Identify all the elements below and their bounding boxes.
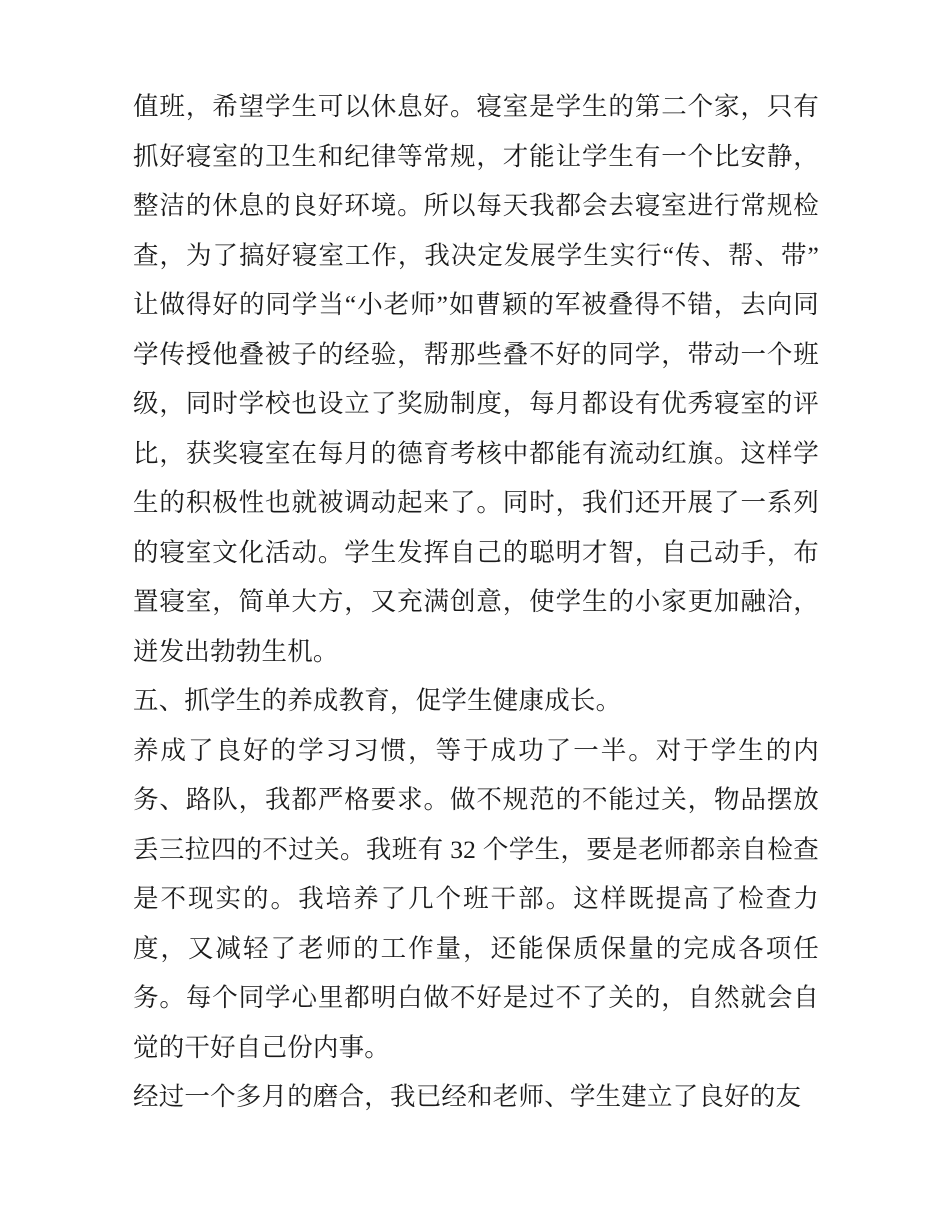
document-text-body: [133, 82, 819, 1122]
paragraph-1: 值班，希望学生可以休息好。寝室是学生的第二个家，只有抓好寝室的卫生和纪律等常规，才能让学生有一个比安静，整洁的休息的良好环境。所以每天我都会去寝室进行常规检查，为了搞好寝室工作，我决定发展学生实行“传、帮、带”让做得好的同学当“小老师”如曹颖的军被叠得不错，去向同学传授他叠被子的经验，帮那些叠不好的同学，带动一个班级，同时学校也设立了奖励制度，每月都设有优秀寝室的评比，获奖寝室在每月的德育考核中都能有流动红旗。这样学生的积极性也就被调动起来了。同时，我们还开展了一系列的寝室文化活动。学生发挥自己的聪明才智，自己动手，布置寝室，简单大方，又充满创意，使学生的小家更加融洽，迸发出勃勃生机。: [133, 92, 819, 666]
paragraph-2: 五、抓学生的养成教育，促学生健康成长。: [133, 686, 622, 715]
paragraph-3: 养成了良好的学习习惯，等于成功了一半。对于学生的内务、路队，我都严格要求。做不规范的不能过关，物品摆放丢三拉四的不过关。我班有 32 个学生，要是老师都亲自检查是不现实的。我培养了几个班干部。这样既提高了检查力度，又减轻了老师的工作量，还能保质保量的完成各项任务。每个同学心里都明白做不好是过不了关的，自然就会自觉的干好自己份内事。: [133, 735, 819, 1062]
paragraph-4: 经过一个多月的磨合，我已经和老师、学生建立了良好的友: [133, 1082, 802, 1111]
